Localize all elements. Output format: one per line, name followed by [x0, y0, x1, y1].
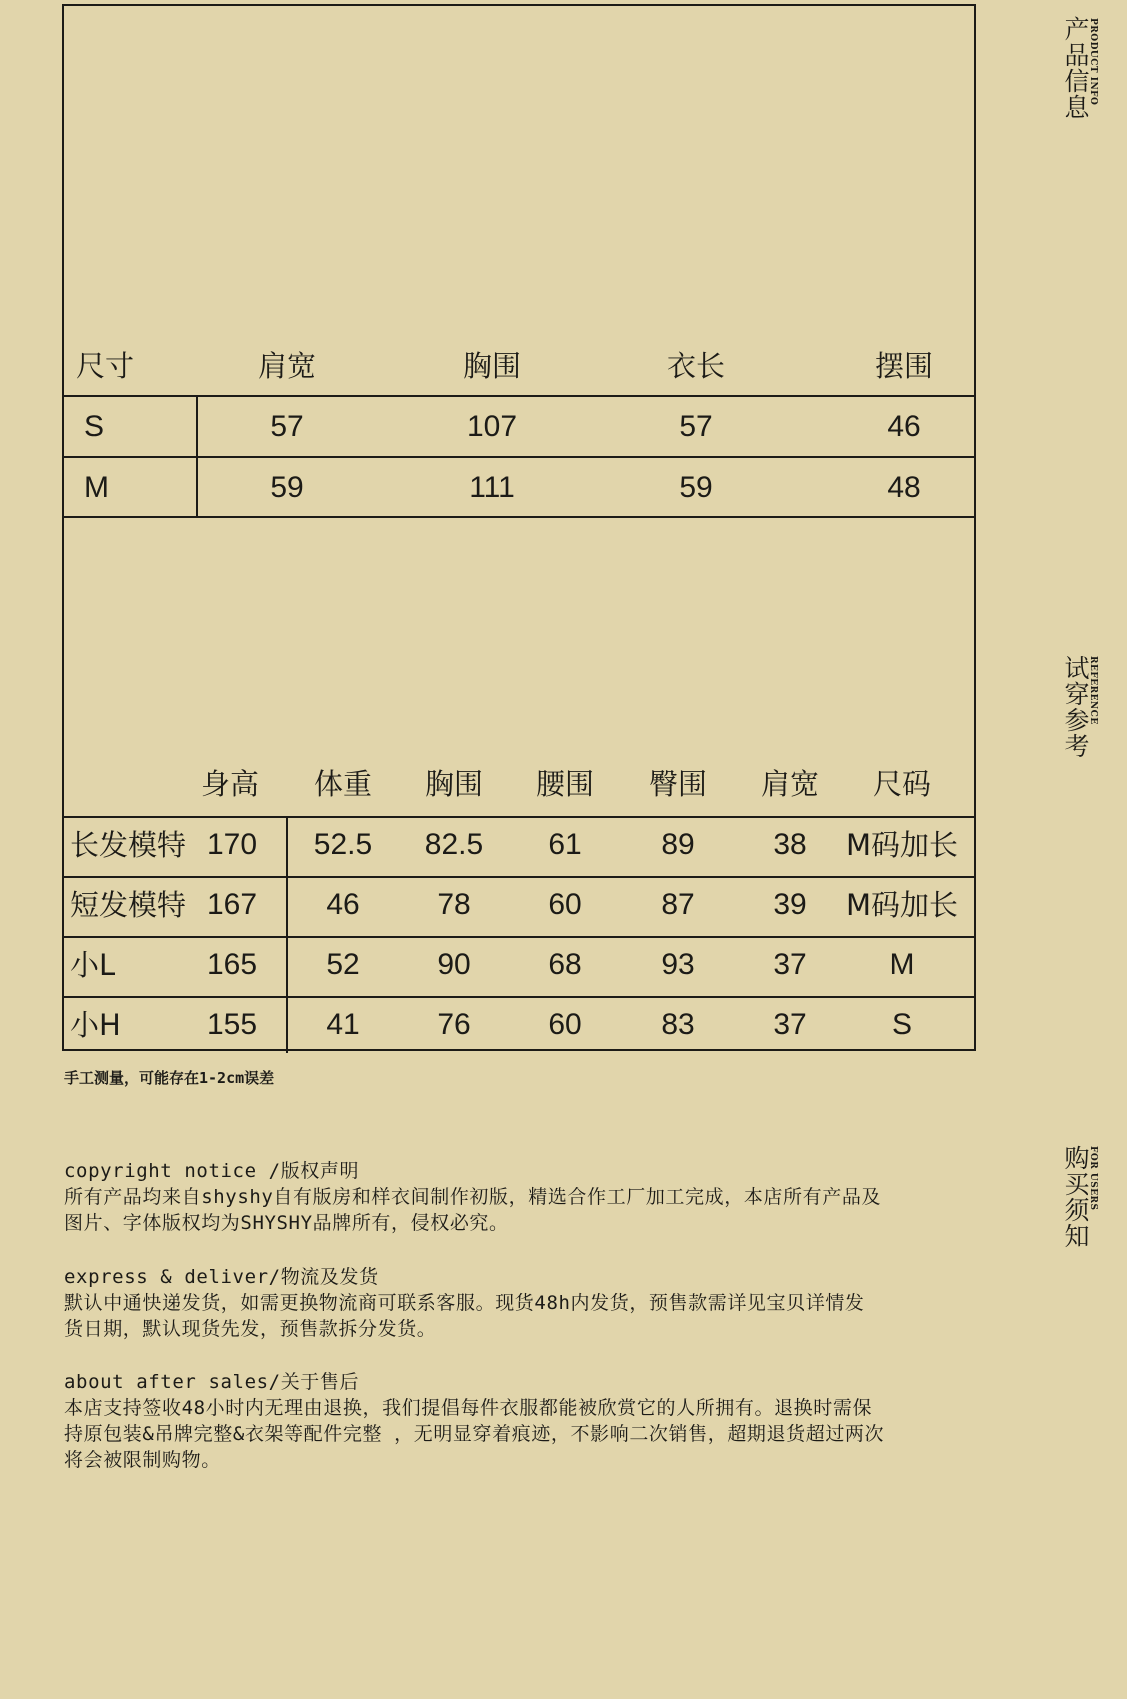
fit-cell: 52 — [326, 948, 360, 981]
fit-header-waist: 腰围 — [535, 767, 594, 801]
fit-cell: 155 — [206, 1008, 258, 1041]
fit-cell: 68 — [548, 948, 582, 981]
fit-cell: M码加长 — [845, 888, 959, 922]
fit-cell: S — [891, 1008, 912, 1041]
divider — [64, 516, 974, 518]
fit-row-model: 短发模特 — [70, 888, 187, 922]
fit-cell: 52.5 — [313, 828, 373, 861]
fit-cell: 93 — [661, 948, 695, 981]
size-row-label: M — [84, 471, 109, 504]
size-header-shoulder: 肩宽 — [257, 349, 316, 383]
fit-cell: 39 — [773, 888, 807, 921]
section-title: express & deliver/物流及发货 — [64, 1266, 379, 1288]
divider — [64, 456, 974, 458]
size-cell: 57 — [270, 410, 304, 443]
size-header-chest: 胸围 — [462, 349, 521, 383]
divider — [64, 936, 974, 938]
fit-row-model: 小H — [70, 1008, 121, 1042]
fit-cell: 83 — [661, 1008, 695, 1041]
fit-cell: 41 — [326, 1008, 360, 1041]
size-cell: 111 — [469, 471, 515, 504]
fit-cell: 37 — [773, 1008, 807, 1041]
fit-cell: 60 — [548, 888, 582, 921]
divider — [64, 395, 974, 397]
fit-header-chest: 胸围 — [424, 767, 483, 801]
fit-cell: 60 — [548, 1008, 582, 1041]
size-cell: 48 — [887, 471, 921, 504]
fit-cell: 90 — [437, 948, 471, 981]
measurement-frame — [62, 4, 976, 1051]
side-label-for-users: 购买须知 — [1061, 1145, 1090, 1249]
fit-row-model: 长发模特 — [70, 828, 187, 862]
section-line: 货日期，默认现货先发，预售款拆分发货。 — [64, 1318, 437, 1340]
fit-cell: M码加长 — [845, 828, 959, 862]
copyright-section — [64, 1158, 984, 1236]
fit-cell: M — [889, 948, 915, 981]
after-sales-section — [64, 1369, 984, 1473]
measurement-note: 手工测量，可能存在1-2cm误差 — [64, 1069, 275, 1087]
size-header-size: 尺寸 — [76, 349, 135, 383]
fit-cell: 78 — [437, 888, 471, 921]
fit-cell: 37 — [773, 948, 807, 981]
fit-cell: 61 — [548, 828, 582, 861]
divider — [64, 876, 974, 878]
fit-header-height: 身高 — [200, 767, 259, 801]
section-line: 默认中通快递发货，如需更换物流商可联系客服。现货48h内发货，预售款需详见宝贝详情发 — [64, 1292, 865, 1314]
fit-header-hip: 臀围 — [648, 767, 707, 801]
fit-header-shoulder: 肩宽 — [760, 767, 819, 801]
size-cell: 46 — [887, 410, 921, 443]
delivery-section — [64, 1264, 984, 1342]
fit-cell: 89 — [661, 828, 695, 861]
section-line: 将会被限制购物。 — [64, 1449, 221, 1471]
size-cell: 57 — [679, 410, 713, 443]
side-label-product-info: 产品信息 — [1061, 16, 1090, 120]
section-title: about after sales/关于售后 — [64, 1371, 360, 1393]
section-title: copyright notice /版权声明 — [64, 1160, 360, 1182]
fit-cell: 170 — [206, 828, 258, 861]
side-label-reference-en: REFERENCE — [1088, 656, 1098, 725]
side-label-reference: 试穿参考 — [1061, 655, 1090, 759]
size-cell: 107 — [466, 410, 518, 443]
section-line: 本店支持签收48小时内无理由退换，我们提倡每件衣服都能被欣赏它的人所拥有。退换时需保 — [64, 1397, 873, 1419]
section-line: 持原包装&吊牌完整&衣架等配件完整 ，无明显穿着痕迹，不影响二次销售，超期退货超过两次 — [64, 1423, 885, 1445]
side-label-for-users-en: FOR USERS — [1088, 1146, 1098, 1211]
fit-header-weight: 体重 — [313, 767, 372, 801]
fit-cell: 38 — [773, 828, 807, 861]
size-header-length: 衣长 — [666, 349, 725, 383]
size-cell: 59 — [270, 471, 304, 504]
divider — [64, 816, 974, 818]
fit-cell: 46 — [326, 888, 360, 921]
fit-row-model: 小L — [70, 948, 116, 982]
size-cell: 59 — [679, 471, 713, 504]
divider — [64, 996, 974, 998]
size-row-label: S — [84, 410, 105, 443]
fit-cell: 167 — [206, 888, 258, 921]
fit-header-size: 尺码 — [872, 767, 931, 801]
fit-cell: 165 — [206, 948, 258, 981]
fit-cell: 87 — [661, 888, 695, 921]
size-header-hem: 摆围 — [874, 349, 933, 383]
fit-cell: 82.5 — [424, 828, 484, 861]
fit-cell: 76 — [437, 1008, 471, 1041]
side-label-product-info-en: PRODUCT INFO — [1088, 18, 1098, 106]
section-line: 所有产品均来自shyshy自有版房和样衣间制作初版，精选合作工厂加工完成，本店所有产品及 — [64, 1186, 882, 1208]
section-line: 图片、字体版权均为SHYSHY品牌所有，侵权必究。 — [64, 1212, 509, 1234]
